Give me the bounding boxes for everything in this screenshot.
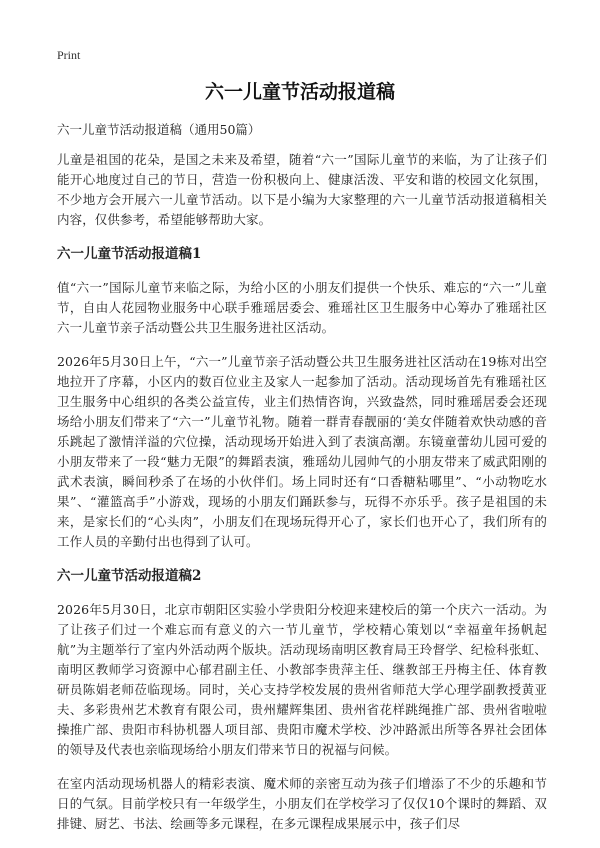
section-1-paragraph-1: 值“六一”国际儿童节来临之际，为给小区的小朋友们提供一个快乐、难忘的“六一”儿童节，自由人花园物业服务中心联手雅瑶居委会、雅瑶社区卫生服务中心筹办了雅瑶社区六一儿童节亲子活动暨公共卫生服务进社区活动。 xyxy=(57,280,547,335)
article-body xyxy=(57,120,547,848)
section-2-paragraph-2: 在室内活动现场机器人的精彩表演、魔术师的亲密互动为孩子们增添了不少的乐趣和节日的气氛。目前学校只有一年级学生，小朋友们在学校学习了仅仅10个课时的舞蹈、双排键、厨艺、书法、绘画等多元课程，在多元课程成果展示中，孩子们尽 xyxy=(57,776,547,831)
section-1-paragraph-2: 2026年5月30日上午，“六一”儿童节亲子活动暨公共卫生服务进社区活动在19栋对出空地拉开了序幕，小区内的数百位业主及家人一起参加了活动。活动现场首先有雅瑶社区卫生服务中心组织的各类公益宣传，业主们热情咨询，兴致盎然，同时雅瑶居委会还现场给小朋友们带来了“六一”儿童节礼物。随着一群青春靓丽的‘美女伴随着欢快动感的音乐跳起了激情洋溢的穴位操，活动现场开始进入到了表演高潮。东镜童蕾幼儿园可爱的小朋友带来了一段“魅力无限”的舞蹈表演，雅瑶幼儿园帅气的小朋友带来了威武阳刚的武术表演，瞬间秒杀了在场的小伙伴们。场上同时还有“口香糖粘哪里”、“小动物吃水果”、“灌篮高手”小游戏，现场的小朋友们踊跃参与，玩得不亦乐乎。孩子是祖国的未来，是家长们的“心头肉”，小朋友们在现场玩得开心了，家长们也开心了，我们所有的工作人员的辛勤付出也得到了认可。 xyxy=(57,354,547,549)
section-2-paragraph-1: 2026年5月30日，北京市朝阳区实验小学贵阳分校迎来建校后的第一个庆六一活动。为了让孩子们过一个难忘而有意义的六一节儿童节，学校精心策划以“幸福童年扬帆起航”为主题举行了室内外活动两个版块。活动现场南明区教育局王玲督学、纪检科张虹、南明区教师学习资源中心郁君副主任、小教部李贵萍主任、继教部王丹梅主任、体育教研员陈娟老师莅临现场。同时，关心支持学校发展的贵州省师范大学心理学副教授黄亚夫、多彩贵州艺术教育有限公司，贵州耀辉集团、贵州省花样跳绳推广部、贵州省啦啦操推广部、贵阳市科协机器人项目部、贵阳市魔术学校、沙冲路派出所等各界社会团体的领导及代表也亲临现场给小朋友们带来节日的祝福与问候。 xyxy=(57,602,547,757)
article-subtitle: 六一儿童节活动报道稿（通用50篇） xyxy=(57,122,261,137)
print-link[interactable]: Print xyxy=(57,48,81,62)
section-heading-1: 六一儿童节活动报道稿1 xyxy=(57,246,202,262)
intro-paragraph: 儿童是祖国的花朵，是国之未来及希望，随着“六一”国际儿童节的来临，为了让孩子们能开心地度过自己的节日，营造一份积极向上、健康活泼、平安和谐的校园文化氛围，不少地方会开展六一儿童节活动。以下是小编为大家整理的六一儿童节活动报道稿相关内容，仅供参考，希望能够帮助大家。 xyxy=(57,152,547,227)
section-heading-2: 六一儿童节活动报道稿2 xyxy=(57,568,202,584)
page-title: 六一儿童节活动报道稿 xyxy=(204,81,395,103)
